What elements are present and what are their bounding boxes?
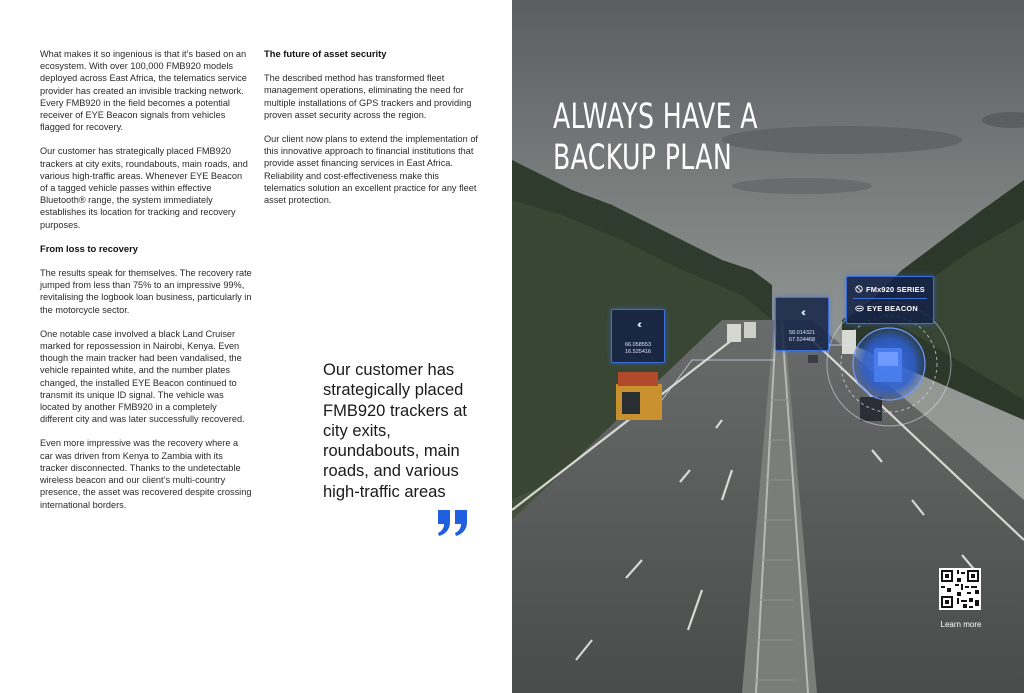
series-label: FMx920 SERIES [866,285,925,294]
section-heading: From loss to recovery [40,242,138,254]
paragraph: One notable case involved a black Land Cruiser marked for repossession in Nairobi, Kenya. Even though the main tracker had been vandalised, the vehicle repainted white, and the number plates changed, the installed EYE Beacon continued to transmit its unique ID signal. The vehicle was located by another FMB920 in a completely different city and was later successfully recovered. [40,328,245,425]
paragraph: The results speak for themselves. The recovery rate jumped from less than 75% to an impressive 99%, revitalising the logbook loan business, particularly in the motorcycle sector. [40,268,252,315]
learn-more-link[interactable]: Learn more [940,620,982,629]
paragraph: The described method has transformed fleet management operations, eliminating the need for multiple installations of GPS trackers and providing proven asset security across the region. [264,73,472,120]
tracker-tag [775,297,829,351]
text-column-right [264,48,478,218]
headline-line: ALWAYS HAVE A [553,97,758,137]
coordinate: 67.524468 [789,337,815,343]
coordinate: 58.014321 [789,330,815,336]
paragraph: Our customer has strategically placed FMB920 trackers at city exits, roundabouts, main roads, and various high-traffic areas. Whenever EYE Beacon of a tagged vehicle passes within effective Bluetooth® range, the system immediately establishes its location for tracking and recovery purposes. [40,146,248,230]
section-heading: The future of asset security [264,48,387,59]
beacon-icon [855,305,864,312]
quote-mark-icon [436,508,470,538]
signal-arrows-icon: ‹‹‹ [801,307,803,319]
paragraph: What makes it so ingenious is that it’s based on an ecosystem. With over 100,000 FMB920 models deployed across East Africa, the telematics service provider has created an invisible tracking network. Every FMB920 in the field becomes a potential receiver of EYE Beacon signals from vehicles flagged for recovery. [40,49,247,133]
coordinate: 16.525416 [625,349,651,355]
headline [553,97,812,179]
series-row [855,285,925,294]
device-label-card [846,276,934,324]
signal-arrows-icon: ‹‹‹ [637,319,639,331]
coordinate: 66.058553 [625,342,651,348]
divider [853,298,927,299]
paragraph: Our client now plans to extend the implementation of this innovative approach to financial institutions that provide asset financing services in East Africa. Reliability and cost-effectiveness make this telematics solution an excellent practice for any fleet asset protection. [264,134,478,206]
beacon-row [855,304,918,313]
paragraph: Even more impressive was the recovery where a car was driven from Kenya to Zambia with its tracker disconnected. Thanks to the undetectable wireless beacon and our client’s multi-country presence, the asset was recovered despite crossing international borders. [40,438,252,510]
no-signal-icon [855,285,863,293]
tracker-tag [611,309,665,363]
qr-code-icon[interactable] [939,568,981,610]
text-column-left [40,48,252,523]
beacon-label: EYE BEACON [867,304,918,313]
headline-line: BACKUP PLAN [553,138,733,178]
pull-quote: Our customer has strategically placed FMB920 trackers at city exits, roundabouts, main roads, and various high-traffic areas [323,361,467,501]
